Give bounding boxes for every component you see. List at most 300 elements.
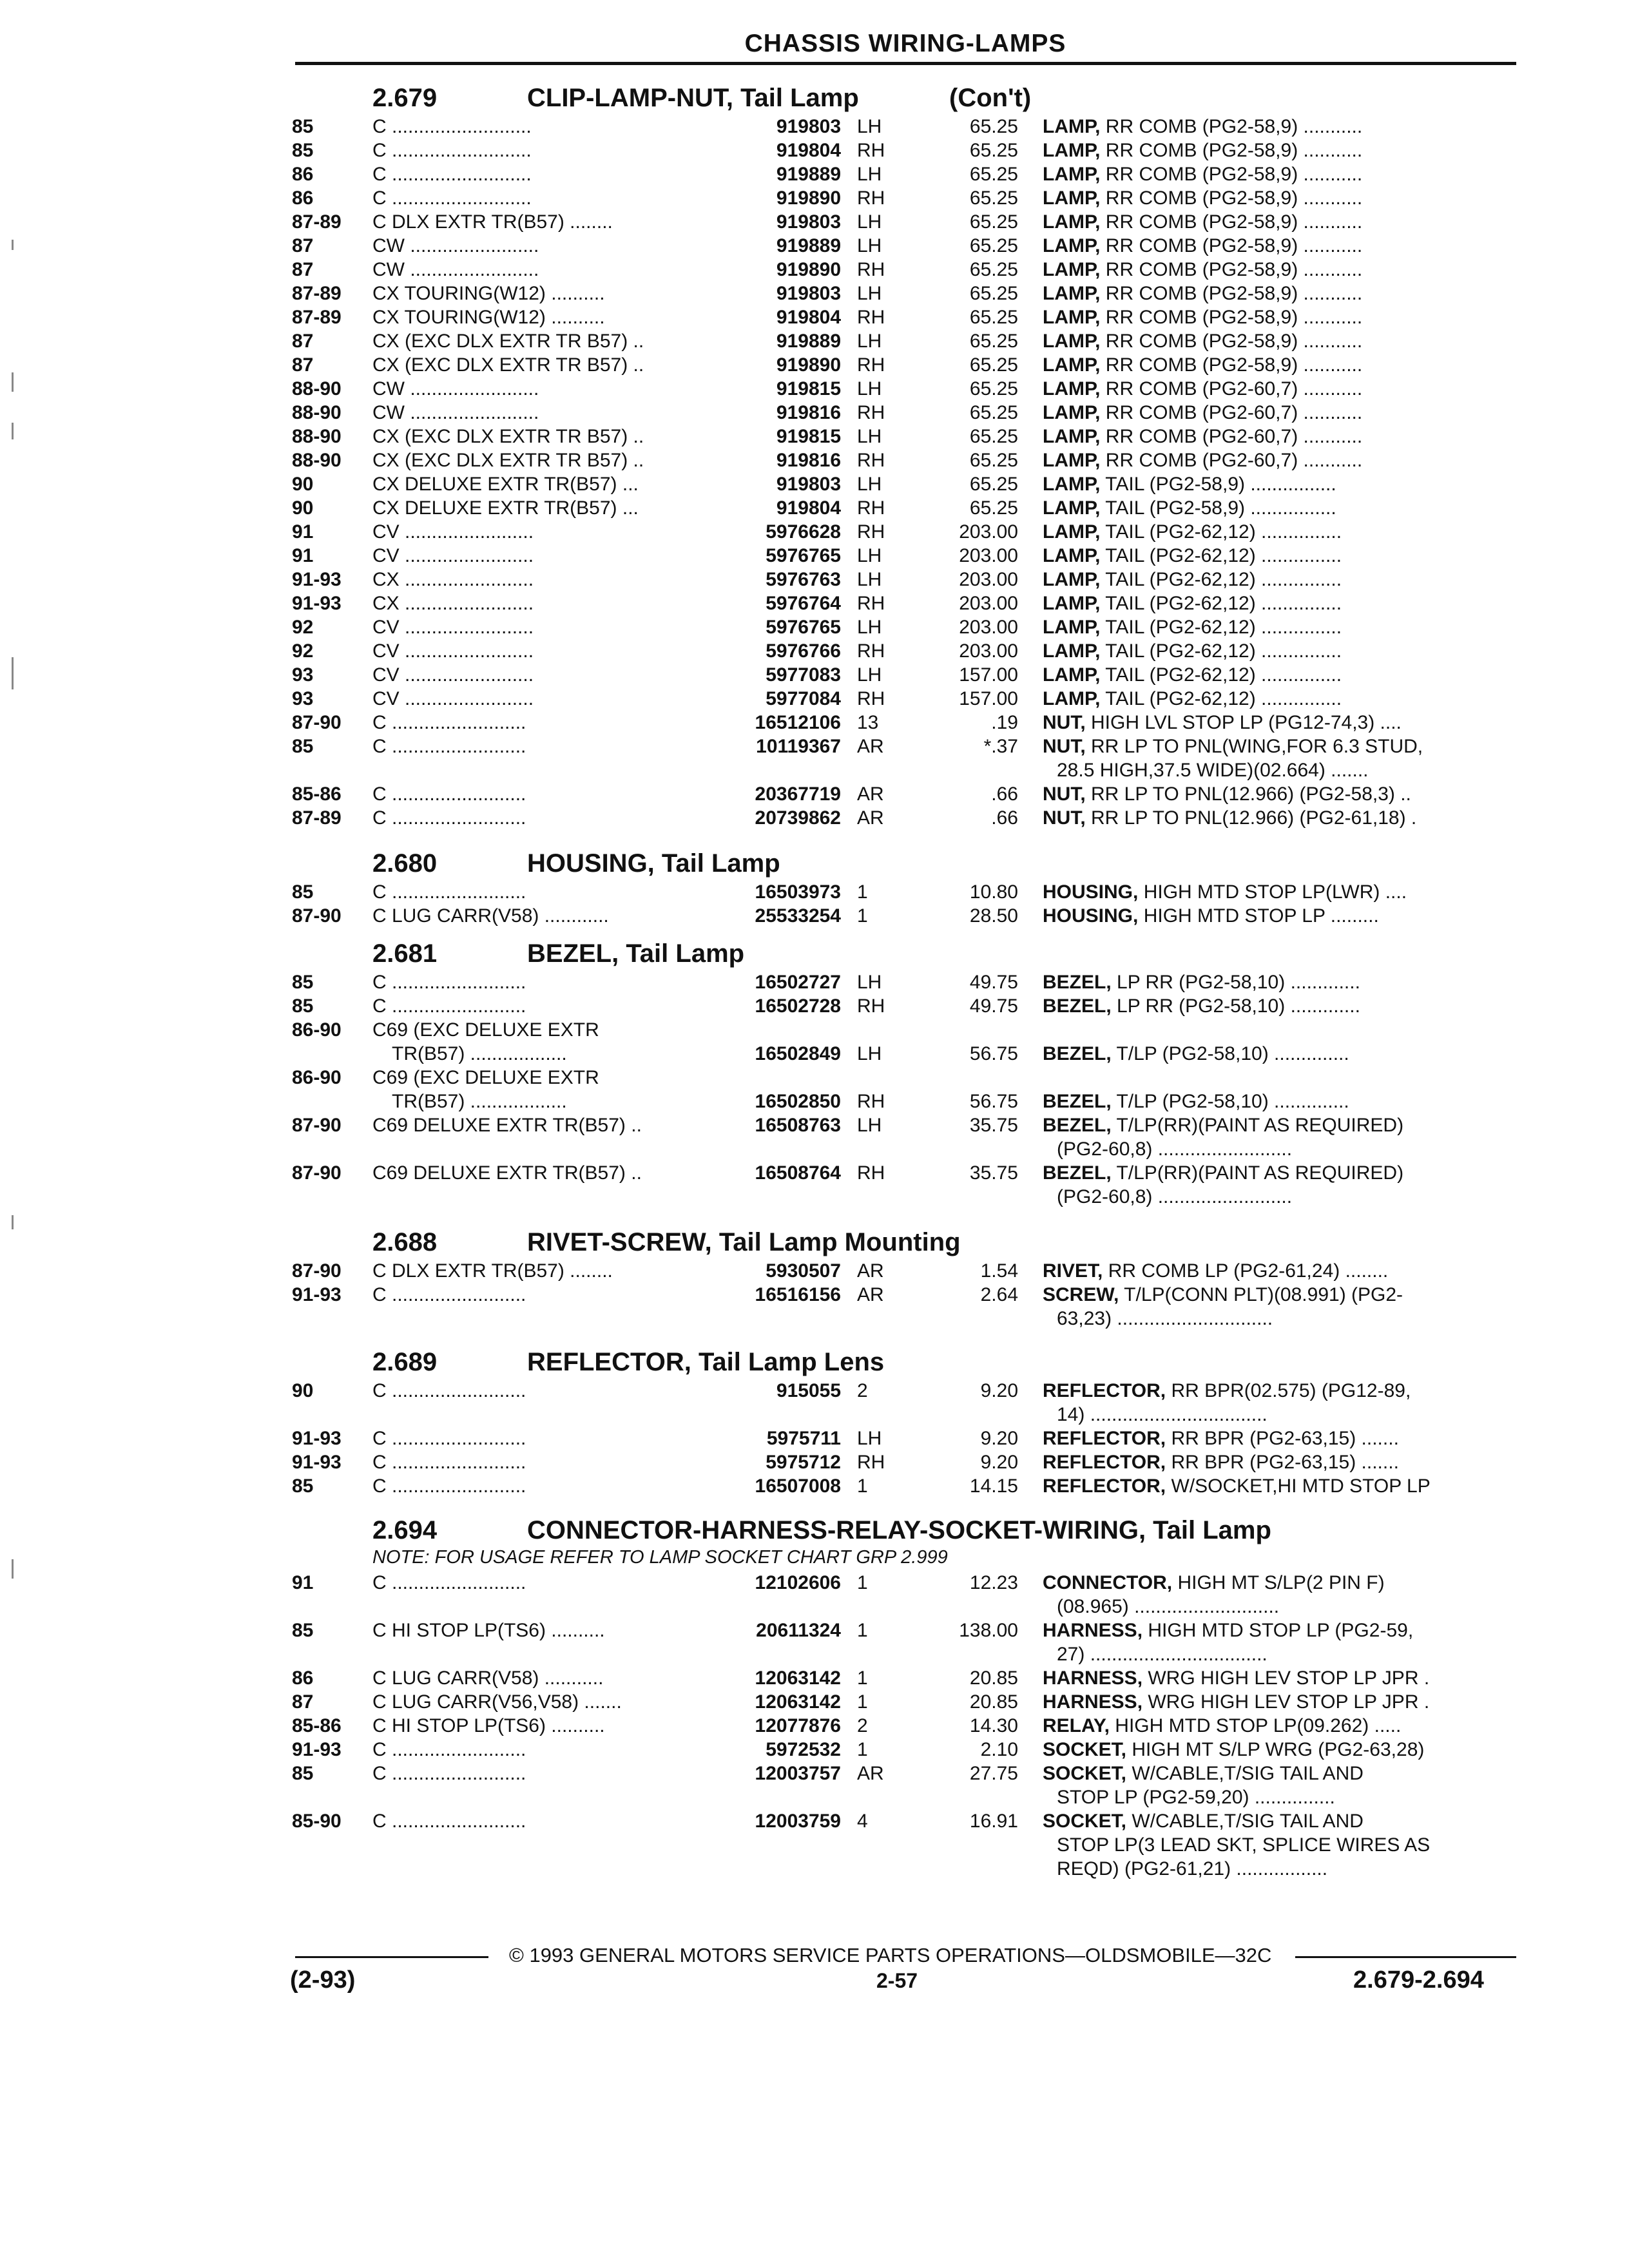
model-year: 91-93 bbox=[292, 569, 342, 590]
part-noun: LAMP, bbox=[1043, 402, 1101, 423]
quantity: LH bbox=[857, 1043, 882, 1064]
part-noun: LAMP, bbox=[1043, 235, 1101, 256]
price: 65.25 bbox=[969, 259, 1018, 280]
part-number: 919889 bbox=[776, 235, 841, 256]
part-number: 919815 bbox=[776, 426, 841, 447]
application: CX TOURING(W12) .......... bbox=[372, 283, 605, 304]
application: C LUG CARR(V58) ........... bbox=[372, 1667, 604, 1689]
quantity: 1 bbox=[857, 1620, 868, 1641]
model-year: 87-89 bbox=[292, 283, 342, 304]
model-year: 88-90 bbox=[292, 402, 342, 423]
part-number: 20611324 bbox=[756, 1620, 841, 1641]
part-detail: TAIL (PG2-62,12) ............... bbox=[1100, 640, 1342, 662]
model-year: 91-93 bbox=[292, 1284, 342, 1305]
footer-group-range: 2.679-2.694 bbox=[1353, 1966, 1484, 1994]
price: 14.30 bbox=[969, 1715, 1018, 1736]
part-number: 5976763 bbox=[766, 569, 841, 590]
part-detail: RR COMB (PG2-60,7) ........... bbox=[1100, 426, 1363, 447]
application: CW ........................ bbox=[372, 378, 539, 399]
quantity: 1 bbox=[857, 1475, 868, 1497]
quantity: LH bbox=[857, 426, 882, 447]
part-noun: LAMP, bbox=[1043, 497, 1101, 519]
model-year: 87 bbox=[292, 331, 314, 352]
part-number: 16507008 bbox=[755, 1475, 841, 1497]
part-description bbox=[1043, 1161, 1516, 1185]
part-description bbox=[1043, 1571, 1516, 1595]
part-description bbox=[1043, 353, 1516, 377]
price: 65.25 bbox=[969, 354, 1018, 376]
part-detail: LP RR (PG2-58,10) ............. bbox=[1111, 995, 1360, 1017]
part-description bbox=[1043, 1738, 1516, 1762]
part-detail: T/LP(CONN PLT)(08.991) (PG2- bbox=[1119, 1284, 1403, 1305]
section-number: 2.688 bbox=[372, 1228, 438, 1256]
application: CV ........................ bbox=[372, 664, 534, 686]
application: C ......................... bbox=[372, 736, 526, 757]
quantity: LH bbox=[857, 664, 882, 686]
application: C ......................... bbox=[372, 1428, 526, 1449]
part-detail: HIGH MTD STOP LP (PG2-59, bbox=[1142, 1620, 1414, 1641]
part-number: 5930507 bbox=[766, 1260, 841, 1282]
price: 20.85 bbox=[969, 1691, 1018, 1713]
part-description bbox=[1043, 663, 1516, 687]
part-description-cont: (PG2-60,8) ......................... bbox=[1057, 1186, 1293, 1207]
margin-mark bbox=[12, 657, 14, 689]
part-description bbox=[1043, 234, 1516, 258]
part-noun: REFLECTOR, bbox=[1043, 1475, 1166, 1497]
price: 157.00 bbox=[959, 688, 1018, 709]
application: C ......................... bbox=[372, 1380, 526, 1401]
application: C .......................... bbox=[372, 187, 532, 209]
price: 49.75 bbox=[969, 995, 1018, 1017]
application: C ......................... bbox=[372, 1284, 526, 1305]
part-noun: SOCKET, bbox=[1043, 1811, 1127, 1832]
price: 12.23 bbox=[969, 1572, 1018, 1593]
price: 203.00 bbox=[959, 617, 1018, 638]
quantity: RH bbox=[857, 497, 885, 519]
application: C69 DELUXE EXTR TR(B57) .. bbox=[372, 1162, 642, 1184]
part-description bbox=[1043, 1690, 1516, 1714]
part-number: 16512106 bbox=[755, 712, 841, 733]
part-description bbox=[1043, 282, 1516, 305]
part-number: 919889 bbox=[776, 331, 841, 352]
part-description bbox=[1043, 639, 1516, 663]
part-description-cont: 28.5 HIGH,37.5 WIDE)(02.664) ....... bbox=[1057, 760, 1369, 781]
price: 65.25 bbox=[969, 402, 1018, 423]
model-year: 91 bbox=[292, 521, 314, 543]
price: 1.54 bbox=[980, 1260, 1018, 1282]
part-number: 5975712 bbox=[766, 1452, 841, 1473]
part-number: 16502727 bbox=[755, 972, 841, 993]
price: 65.25 bbox=[969, 211, 1018, 233]
part-number: 919803 bbox=[776, 211, 841, 233]
part-description-cont: 27) ................................. bbox=[1057, 1644, 1268, 1665]
part-noun: LAMP, bbox=[1043, 378, 1101, 399]
part-noun: LAMP, bbox=[1043, 521, 1101, 543]
model-year: 85 bbox=[292, 972, 314, 993]
model-year: 86-90 bbox=[292, 1019, 342, 1041]
application: C ......................... bbox=[372, 995, 526, 1017]
application: CV ........................ bbox=[372, 617, 534, 638]
section-title: REFLECTOR, Tail Lamp Lens bbox=[527, 1348, 885, 1376]
model-year: 87-90 bbox=[292, 905, 342, 927]
part-detail: HIGH MTD STOP LP(09.262) ..... bbox=[1109, 1715, 1402, 1736]
application: C .......................... bbox=[372, 164, 532, 185]
quantity: RH bbox=[857, 995, 885, 1017]
model-year: 91 bbox=[292, 1572, 314, 1593]
footer-rule-left bbox=[295, 1956, 488, 1958]
part-number: 919890 bbox=[776, 259, 841, 280]
part-description bbox=[1043, 425, 1516, 448]
part-noun: LAMP, bbox=[1043, 450, 1101, 471]
quantity: LH bbox=[857, 378, 882, 399]
part-number: 25533254 bbox=[755, 905, 841, 927]
part-number: 919815 bbox=[776, 378, 841, 399]
part-number: 12063142 bbox=[755, 1667, 841, 1689]
quantity: RH bbox=[857, 688, 885, 709]
price: 10.80 bbox=[969, 881, 1018, 903]
quantity: LH bbox=[857, 116, 882, 137]
part-noun: BEZEL, bbox=[1043, 972, 1112, 993]
part-description bbox=[1043, 735, 1516, 758]
quantity: LH bbox=[857, 235, 882, 256]
application: CW ........................ bbox=[372, 402, 539, 423]
application-cont: TR(B57) .................. bbox=[392, 1091, 567, 1112]
quantity: LH bbox=[857, 331, 882, 352]
part-noun: HARNESS, bbox=[1043, 1620, 1143, 1641]
quantity: RH bbox=[857, 593, 885, 614]
part-detail: T/LP(RR)(PAINT AS REQUIRED) bbox=[1111, 1162, 1404, 1184]
model-year: 91-93 bbox=[292, 593, 342, 614]
part-detail: RR COMB (PG2-60,7) ........... bbox=[1100, 402, 1363, 423]
quantity: RH bbox=[857, 307, 885, 328]
part-number: 919890 bbox=[776, 354, 841, 376]
part-description bbox=[1043, 305, 1516, 329]
price: 65.25 bbox=[969, 283, 1018, 304]
price: 65.25 bbox=[969, 164, 1018, 185]
model-year: 86 bbox=[292, 187, 314, 209]
model-year: 91-93 bbox=[292, 1428, 342, 1449]
part-noun: NUT, bbox=[1043, 783, 1086, 805]
part-noun: LAMP, bbox=[1043, 140, 1101, 161]
section-continued: (Con't) bbox=[949, 84, 1032, 112]
part-number: 16508763 bbox=[755, 1115, 841, 1136]
part-description-cont: 63,23) ............................. bbox=[1057, 1308, 1273, 1329]
price: 203.00 bbox=[959, 521, 1018, 543]
model-year: 87-90 bbox=[292, 1162, 342, 1184]
part-description-cont: (PG2-60,8) ......................... bbox=[1057, 1139, 1293, 1160]
part-description bbox=[1043, 904, 1516, 928]
margin-mark bbox=[12, 423, 14, 439]
section-number: 2.681 bbox=[372, 939, 438, 968]
part-number: 5977083 bbox=[766, 664, 841, 686]
model-year: 90 bbox=[292, 474, 314, 495]
price: 35.75 bbox=[969, 1162, 1018, 1184]
footer-date: (2-93) bbox=[290, 1966, 356, 1994]
part-description bbox=[1043, 1714, 1516, 1738]
quantity: 1 bbox=[857, 1667, 868, 1689]
part-noun: HOUSING, bbox=[1043, 881, 1139, 903]
price: 35.75 bbox=[969, 1115, 1018, 1136]
part-detail: HIGH MTD STOP LP(LWR) .... bbox=[1138, 881, 1407, 903]
model-year: 85 bbox=[292, 1475, 314, 1497]
quantity: LH bbox=[857, 1115, 882, 1136]
part-detail: RR COMB (PG2-58,9) ........... bbox=[1100, 164, 1363, 185]
part-noun: LAMP, bbox=[1043, 545, 1101, 566]
part-detail: RR BPR (PG2-63,15) ....... bbox=[1166, 1452, 1399, 1473]
quantity: AR bbox=[857, 1260, 884, 1282]
part-noun: LAMP, bbox=[1043, 664, 1101, 686]
part-noun: LAMP, bbox=[1043, 617, 1101, 638]
part-description bbox=[1043, 1427, 1516, 1450]
part-description bbox=[1043, 568, 1516, 591]
application: CX DELUXE EXTR TR(B57) ... bbox=[372, 474, 639, 495]
model-year: 88-90 bbox=[292, 426, 342, 447]
part-number: 16502850 bbox=[755, 1091, 841, 1112]
quantity: LH bbox=[857, 283, 882, 304]
price: 20.85 bbox=[969, 1667, 1018, 1689]
application: C ......................... bbox=[372, 712, 526, 733]
model-year: 86 bbox=[292, 1667, 314, 1689]
part-detail: W/CABLE,T/SIG TAIL AND bbox=[1126, 1763, 1364, 1784]
application: CX (EXC DLX EXTR TR B57) .. bbox=[372, 426, 644, 447]
price: 65.25 bbox=[969, 140, 1018, 161]
part-description bbox=[1043, 448, 1516, 472]
quantity: RH bbox=[857, 1091, 885, 1112]
part-noun: LAMP, bbox=[1043, 474, 1101, 495]
price: 27.75 bbox=[969, 1763, 1018, 1784]
model-year: 85 bbox=[292, 881, 314, 903]
section-heading bbox=[295, 1348, 1516, 1380]
part-detail: TAIL (PG2-62,12) ............... bbox=[1100, 664, 1342, 686]
part-number: 12102606 bbox=[755, 1572, 841, 1593]
application: CW ........................ bbox=[372, 259, 539, 280]
part-detail: TAIL (PG2-62,12) ............... bbox=[1100, 569, 1342, 590]
header-rule bbox=[295, 62, 1516, 65]
application: C69 DELUXE EXTR TR(B57) .. bbox=[372, 1115, 642, 1136]
section-heading bbox=[295, 84, 1516, 116]
section-title: BEZEL, Tail Lamp bbox=[527, 939, 745, 968]
price: 56.75 bbox=[969, 1043, 1018, 1064]
part-noun: NUT, bbox=[1043, 807, 1086, 829]
model-year: 92 bbox=[292, 640, 314, 662]
part-number: 919803 bbox=[776, 116, 841, 137]
application: C .......................... bbox=[372, 116, 532, 137]
model-year: 87-90 bbox=[292, 712, 342, 733]
part-noun: HARNESS, bbox=[1043, 1667, 1143, 1689]
part-detail: RR COMB (PG2-58,9) ........... bbox=[1100, 354, 1363, 376]
application: CW ........................ bbox=[372, 235, 539, 256]
part-description bbox=[1043, 115, 1516, 139]
price: 2.64 bbox=[980, 1284, 1018, 1305]
application: CX (EXC DLX EXTR TR B57) .. bbox=[372, 331, 644, 352]
part-number: 12003757 bbox=[755, 1763, 841, 1784]
part-number: 16503973 bbox=[755, 881, 841, 903]
part-number: 919803 bbox=[776, 283, 841, 304]
part-number: 16516156 bbox=[755, 1284, 841, 1305]
application: CV ........................ bbox=[372, 640, 534, 662]
model-year: 90 bbox=[292, 1380, 314, 1401]
part-description bbox=[1043, 591, 1516, 615]
price: 203.00 bbox=[959, 545, 1018, 566]
model-year: 87-90 bbox=[292, 1115, 342, 1136]
part-description bbox=[1043, 1762, 1516, 1785]
part-description-cont: STOP LP (PG2-59,20) ............... bbox=[1057, 1787, 1335, 1808]
model-year: 86-90 bbox=[292, 1067, 342, 1088]
model-year: 91 bbox=[292, 545, 314, 566]
part-detail: RR COMB (PG2-58,9) ........... bbox=[1100, 116, 1363, 137]
part-noun: BEZEL, bbox=[1043, 1162, 1112, 1184]
part-detail: TAIL (PG2-58,9) ................ bbox=[1100, 497, 1336, 519]
part-description bbox=[1043, 210, 1516, 234]
part-number: 20739862 bbox=[755, 807, 841, 829]
quantity: 2 bbox=[857, 1380, 868, 1401]
model-year: 88-90 bbox=[292, 450, 342, 471]
section-number: 2.689 bbox=[372, 1348, 438, 1376]
price: 65.25 bbox=[969, 450, 1018, 471]
part-detail: RR COMB (PG2-60,7) ........... bbox=[1100, 378, 1363, 399]
quantity: LH bbox=[857, 474, 882, 495]
part-description bbox=[1043, 1450, 1516, 1474]
application: C ......................... bbox=[372, 1811, 526, 1832]
application: C ......................... bbox=[372, 1452, 526, 1473]
quantity: RH bbox=[857, 450, 885, 471]
part-detail: RR LP TO PNL(12.966) (PG2-58,3) .. bbox=[1085, 783, 1411, 805]
part-description bbox=[1043, 1619, 1516, 1642]
part-description bbox=[1043, 258, 1516, 282]
application: C .......................... bbox=[372, 140, 532, 161]
part-noun: BEZEL, bbox=[1043, 1043, 1112, 1064]
model-year: 85-90 bbox=[292, 1811, 342, 1832]
price: 14.15 bbox=[969, 1475, 1018, 1497]
quantity: LH bbox=[857, 617, 882, 638]
model-year: 87 bbox=[292, 235, 314, 256]
quantity: AR bbox=[857, 807, 884, 829]
part-detail: RR COMB (PG2-58,9) ........... bbox=[1100, 283, 1363, 304]
part-detail: LP RR (PG2-58,10) ............. bbox=[1111, 972, 1360, 993]
part-noun: BEZEL, bbox=[1043, 1091, 1112, 1112]
section-note: NOTE: FOR USAGE REFER TO LAMP SOCKET CHART GRP 2.999 bbox=[372, 1547, 948, 1568]
part-number: 10119367 bbox=[756, 736, 841, 757]
application: C ......................... bbox=[372, 783, 526, 805]
price: 65.25 bbox=[969, 307, 1018, 328]
price: 65.25 bbox=[969, 116, 1018, 137]
part-description bbox=[1043, 544, 1516, 568]
part-noun: RELAY, bbox=[1043, 1715, 1110, 1736]
price: 2.10 bbox=[980, 1739, 1018, 1760]
price: 65.25 bbox=[969, 235, 1018, 256]
quantity: 1 bbox=[857, 905, 868, 927]
part-detail: W/SOCKET,HI MTD STOP LP bbox=[1166, 1475, 1431, 1497]
price: 16.91 bbox=[969, 1811, 1018, 1832]
margin-mark bbox=[12, 240, 14, 250]
quantity: RH bbox=[857, 402, 885, 423]
part-detail: RR LP TO PNL(WING,FOR 6.3 STUD, bbox=[1085, 736, 1423, 757]
part-description bbox=[1043, 711, 1516, 735]
part-number: 16502728 bbox=[755, 995, 841, 1017]
margin-mark bbox=[12, 1559, 14, 1579]
model-year: 85 bbox=[292, 736, 314, 757]
model-year: 87-89 bbox=[292, 807, 342, 829]
part-detail: RR COMB (PG2-58,9) ........... bbox=[1100, 235, 1363, 256]
application: C ......................... bbox=[372, 807, 526, 829]
part-number: 5972532 bbox=[766, 1739, 841, 1760]
footer-page-number: 2-57 bbox=[876, 1969, 918, 1992]
part-detail: T/LP (PG2-58,10) .............. bbox=[1111, 1091, 1349, 1112]
model-year: 85 bbox=[292, 140, 314, 161]
quantity: LH bbox=[857, 972, 882, 993]
part-description bbox=[1043, 1809, 1516, 1833]
part-detail: HIGH MT S/LP(2 PIN F) bbox=[1172, 1572, 1385, 1593]
part-description bbox=[1043, 1113, 1516, 1137]
part-detail: HIGH MTD STOP LP ......... bbox=[1138, 905, 1379, 927]
section-title: HOUSING, Tail Lamp bbox=[527, 849, 780, 878]
part-description bbox=[1043, 615, 1516, 639]
price: 56.75 bbox=[969, 1091, 1018, 1112]
part-number: 919803 bbox=[776, 474, 841, 495]
quantity: LH bbox=[857, 545, 882, 566]
part-description bbox=[1043, 1042, 1516, 1066]
part-noun: LAMP, bbox=[1043, 307, 1101, 328]
model-year: 85 bbox=[292, 1763, 314, 1784]
quantity: RH bbox=[857, 1162, 885, 1184]
part-noun: RIVET, bbox=[1043, 1260, 1103, 1282]
part-detail: T/LP(RR)(PAINT AS REQUIRED) bbox=[1111, 1115, 1404, 1136]
part-number: 919804 bbox=[776, 140, 841, 161]
part-number: 915055 bbox=[776, 1380, 841, 1401]
section-heading bbox=[295, 849, 1516, 881]
application: C ......................... bbox=[372, 1475, 526, 1497]
application: CX (EXC DLX EXTR TR B57) .. bbox=[372, 450, 644, 471]
application: CX (EXC DLX EXTR TR B57) .. bbox=[372, 354, 644, 376]
part-description bbox=[1043, 782, 1516, 806]
quantity: RH bbox=[857, 521, 885, 543]
page-header: CHASSIS WIRING-LAMPS bbox=[744, 30, 1066, 57]
part-description bbox=[1043, 1666, 1516, 1690]
model-year: 91-93 bbox=[292, 1452, 342, 1473]
part-description bbox=[1043, 687, 1516, 711]
part-description bbox=[1043, 162, 1516, 186]
part-description-cont: REQD) (PG2-61,21) ................. bbox=[1057, 1858, 1328, 1879]
price: 65.25 bbox=[969, 378, 1018, 399]
model-year: 85 bbox=[292, 995, 314, 1017]
part-noun: LAMP, bbox=[1043, 283, 1101, 304]
section-title: CONNECTOR-HARNESS-RELAY-SOCKET-WIRING, Tail Lamp bbox=[527, 1516, 1271, 1544]
part-description-cont: STOP LP(3 LEAD SKT, SPLICE WIRES AS bbox=[1057, 1834, 1431, 1856]
quantity: RH bbox=[857, 354, 885, 376]
application: C ......................... bbox=[372, 1572, 526, 1593]
quantity: AR bbox=[857, 783, 884, 805]
quantity: RH bbox=[857, 259, 885, 280]
quantity: 2 bbox=[857, 1715, 868, 1736]
part-description bbox=[1043, 1379, 1516, 1403]
part-number: 5975711 bbox=[766, 1428, 841, 1449]
part-number: 919889 bbox=[776, 164, 841, 185]
quantity: RH bbox=[857, 187, 885, 209]
part-noun: LAMP, bbox=[1043, 569, 1101, 590]
part-noun: LAMP, bbox=[1043, 426, 1101, 447]
margin-mark bbox=[12, 372, 14, 392]
footer-rule-right bbox=[1295, 1956, 1516, 1958]
application: C HI STOP LP(TS6) .......... bbox=[372, 1620, 605, 1641]
quantity: LH bbox=[857, 569, 882, 590]
part-number: 16508764 bbox=[755, 1162, 841, 1184]
price: 9.20 bbox=[980, 1452, 1018, 1473]
price: 9.20 bbox=[980, 1380, 1018, 1401]
part-noun: LAMP, bbox=[1043, 640, 1101, 662]
part-noun: LAMP, bbox=[1043, 354, 1101, 376]
part-detail: RR COMB (PG2-58,9) ........... bbox=[1100, 211, 1363, 233]
part-number: 16502849 bbox=[755, 1043, 841, 1064]
